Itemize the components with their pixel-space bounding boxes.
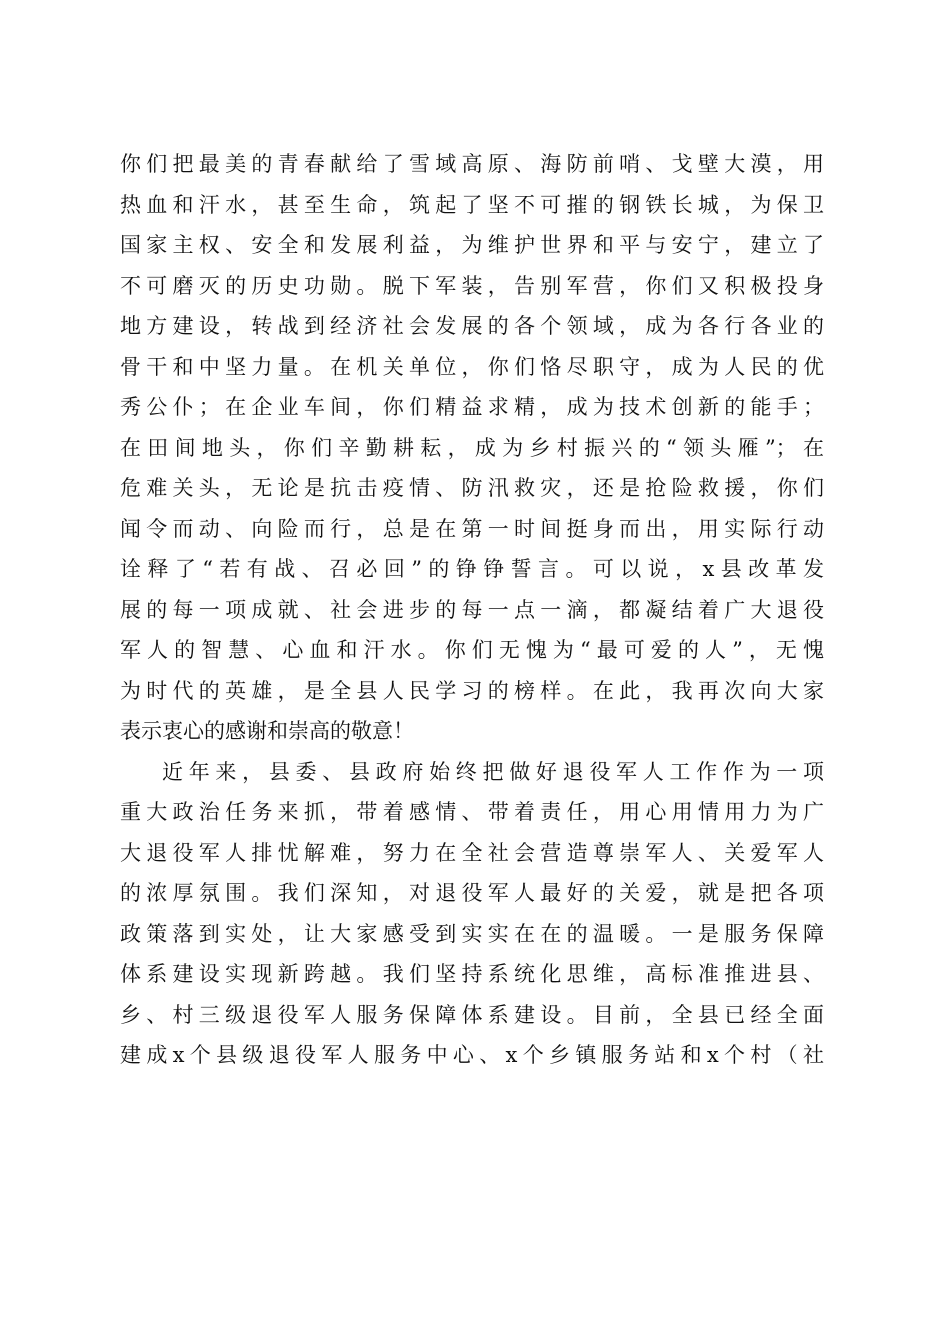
text-line: 在田间地头，你们辛勤耕耘，成为乡村振兴的“领头雁”；在: [120, 435, 824, 460]
text-line: 重大政治任务来抓，带着感情、带着责任，用心用情用力为广: [120, 800, 824, 824]
paragraph-first-line: 近年来，县委、县政府始终把做好退役军人工作作为一项: [162, 759, 824, 784]
text-line: 诠释了“若有战、召必回”的铮铮誓言。可以说，x县改革发: [120, 557, 824, 581]
text-line: 的浓厚氛围。我们深知，对退役军人最好的关爱，就是把各项: [120, 881, 824, 905]
text-line: 不可磨灭的历史功勋。脱下军装，告别军营，你们又积极投身: [120, 273, 824, 298]
body-text: [120, 144, 824, 1076]
text-line: 建成x个县级退役军人服务中心、x个乡镇服务站和x个村（社: [120, 1043, 824, 1067]
text-line: 热血和汗水，甚至生命，筑起了坚不可摧的钢铁长城，为保卫: [120, 192, 824, 217]
text-line: 体系建设实现新跨越。我们坚持系统化思维，高标准推进县、: [120, 962, 824, 986]
text-line: 表示衷心的感谢和崇高的敬意！: [120, 719, 414, 743]
text-line: 乡、村三级退役军人服务保障体系建设。目前，全县已经全面: [120, 1002, 824, 1027]
text-line: 危难关头，无论是抗击疫情、防汛救灾，还是抢险救援，你们: [120, 476, 824, 500]
text-line: 为时代的英雄，是全县人民学习的榜样。在此，我再次向大家: [120, 678, 824, 703]
text-line: 国家主权、安全和发展利益，为维护世界和平与安宁，建立了: [120, 233, 824, 257]
text-line: 大退役军人排忧解难，努力在全社会营造尊崇军人、关爱军人: [120, 840, 824, 865]
text-line: 地方建设，转战到经济社会发展的各个领域，成为各行各业的: [120, 314, 824, 338]
text-line: 展的每一项成就、社会进步的每一点一滴，都凝结着广大退役: [120, 597, 824, 622]
text-line: 政策落到实处，让大家感受到实实在在的温暖。一是服务保障: [120, 921, 824, 946]
text-line: 军人的智慧、心血和汗水。你们无愧为“最可爱的人”，无愧: [120, 638, 824, 662]
text-line: 秀公仆；在企业车间，你们精益求精，成为技术创新的能手；: [120, 395, 824, 419]
text-line: 闻令而动、向险而行，总是在第一时间挺身而出，用实际行动: [120, 516, 824, 541]
text-line: 你们把最美的青春献给了雪域高原、海防前哨、戈壁大漠，用: [120, 152, 824, 176]
text-line: 骨干和中坚力量。在机关单位，你们恪尽职守，成为人民的优: [120, 354, 824, 379]
